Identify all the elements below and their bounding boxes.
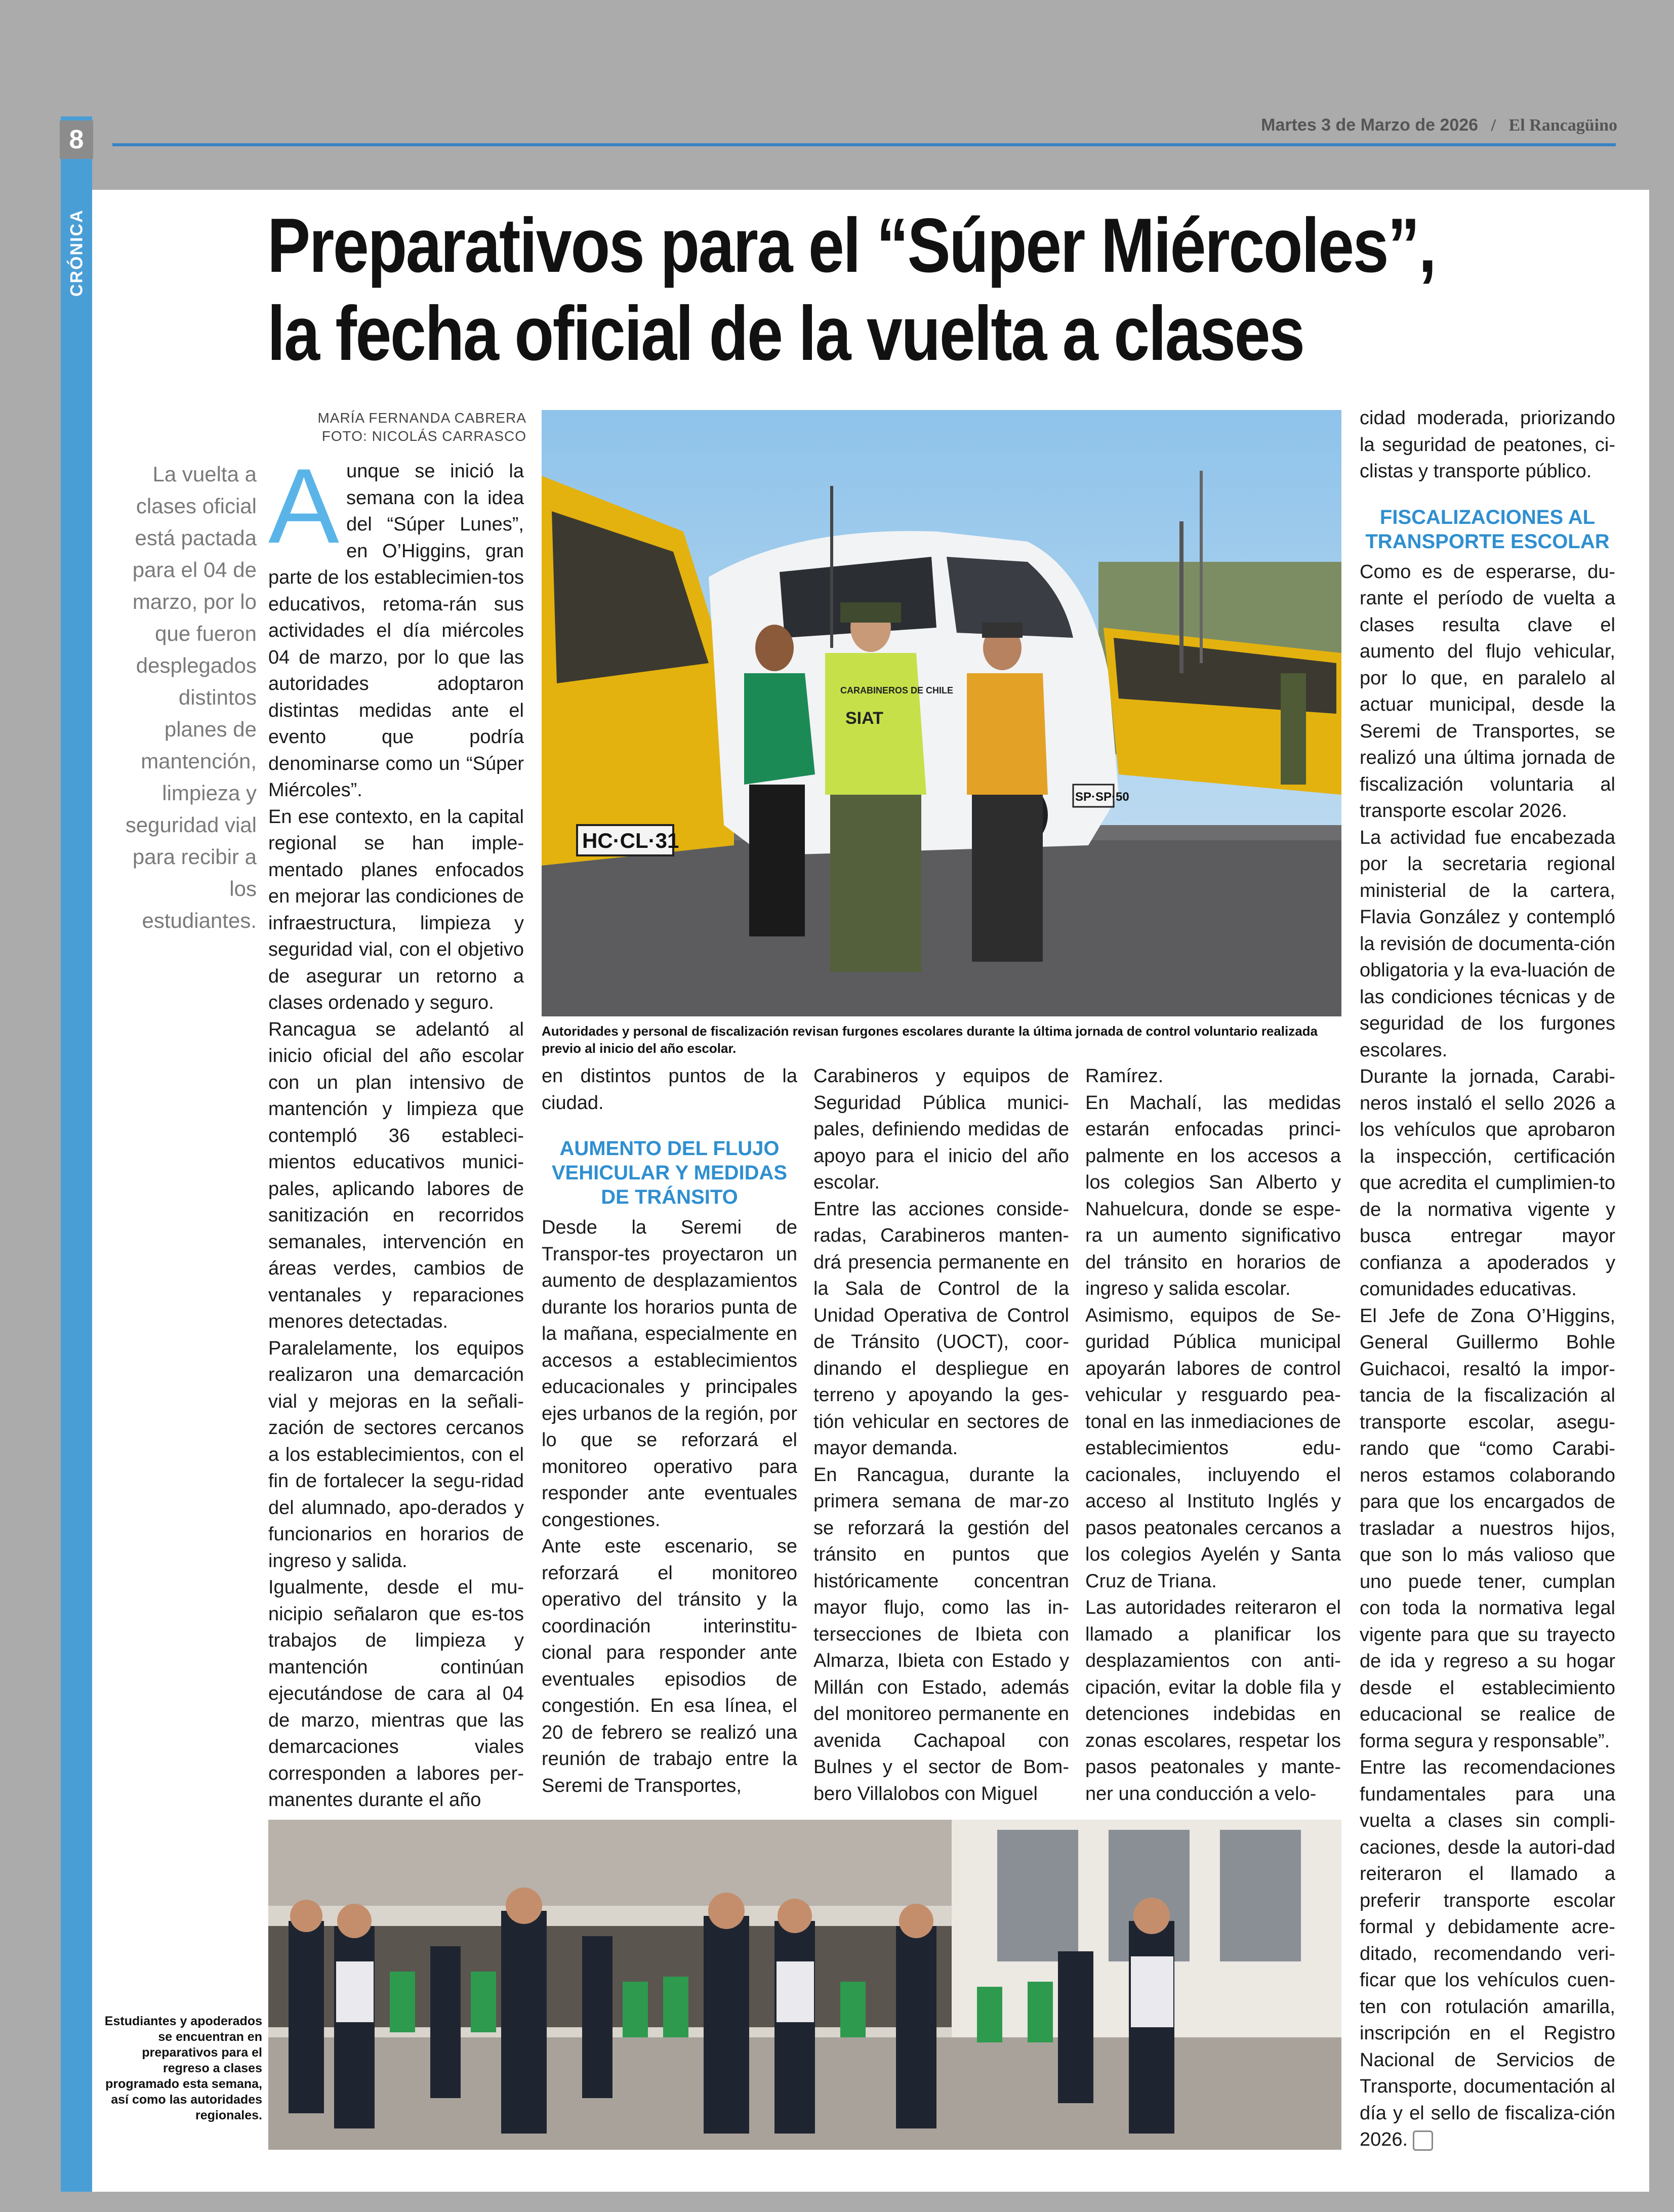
vest-label-top: CARABINEROS DE CHILE bbox=[840, 685, 954, 695]
photo-caption-1: Autoridades y personal de fiscalización revisan furgones escolares durante la última jornada de control voluntario realizada previo al inicio del año escolar. bbox=[542, 1023, 1318, 1056]
header-separator: / bbox=[1491, 116, 1496, 135]
paragraph: Asimismo, equipos de Se-guridad Pública municipal apoyarán labores de control vehicular y resguardo pea-tonal en las inmediaciones de establecimientos edu-cacionales, incluyendo el acceso al Instituto Inglés y pasos peatonales cercanos a los colegios Ayelén y Santa Cruz de Triana. bbox=[1085, 1304, 1341, 1592]
issue-date: Martes 3 de Marzo de 2026 bbox=[1261, 115, 1479, 135]
paragraph: unque se inició la semana con la idea del “Súper Lunes”, en O’Higgins, gran parte de los establecimien-tos educativos, retoma-rán sus actividades el día miércoles 04 de marzo, por lo que las autoridades adoptaron distintas medidas ante el evento que podría denominarse como un “Súper Miércoles”. bbox=[268, 461, 524, 801]
paragraph: En Machalí, las medidas estarán enfocadas princi-palmente en los accesos a los colegios San Alberto y Nahuelcura, donde se espe-ra un aumento significativo del tránsito en horarios de ingreso y salida escolar. bbox=[1085, 1092, 1341, 1299]
paragraph: En Rancagua, durante la primera semana de mar-zo se reforzará la gestión del tránsito en puntos que históricamente concentran mayor flujo, como las in-tersecciones de Ibieta con Almarza, Ibieta con Estado y Millán con Estado, además del monitoreo permanente en avenida Cachapoal con Bulnes y el sector de Bom-bero Villalobos con Miguel bbox=[813, 1464, 1069, 1805]
vest-label: SIAT bbox=[845, 709, 883, 728]
paragraph: Ante este escenario, se reforzará el monitoreo operativo del tránsito y la coordinación interinstitu-cional para responder ante eventuales episodios de congestión. En esa línea, el 20 de febrero se realizó una reunión de trabajo entre la Seremi de Transportes, bbox=[542, 1536, 797, 1796]
paragraph: cidad moderada, priorizando la seguridad de peatones, ci-clistas y transporte público. bbox=[1360, 407, 1615, 482]
paragraph: Las autoridades reiteraron el llamado a planificar los desplazamientos con anti-cipación, evitar la doble fila y detenciones indebidas en zonas escolares, respetar los pasos peatonales y mante-ner una conducción a velo- bbox=[1085, 1597, 1341, 1805]
paragraph: En ese contexto, en la capital regional se han imple-mentado planes enfocados en mejorar las condiciones de infraestructura, limpieza y seguridad vial, con el objetivo de asegurar un retorno a clases ordenado y seguro. bbox=[268, 806, 524, 1013]
article-column-4 bbox=[1085, 1063, 1341, 1807]
end-mark-icon bbox=[1413, 2131, 1433, 2151]
byline-author: MARÍA FERNANDA CABRERA bbox=[317, 410, 526, 426]
paragraph: El Jefe de Zona O’Higgins, General Guillermo Bohle Guichacoi, resaltó la impor-tancia de la fiscalización al transporte escolar, asegu-rando que “como Carabi-neros estamos colaborando para que los encargados de trasladar a nuestros hijos, que son lo más valioso que uno puede tener, cumplan con toda la normativa legal vigente para que su trayecto de ida y regreso a su hogar desde el establecimiento educacional se realice de forma segura y responsable”. bbox=[1360, 1305, 1615, 1752]
publication-name: El Rancagüino bbox=[1508, 116, 1617, 135]
plate-text: HC·CL·31 bbox=[582, 829, 679, 852]
paragraph: Desde la Seremi de Transpor-tes proyectaron un aumento de desplazamientos durante los horarios punta de la mañana, especialmente en accesos a establecimientos educacionales y principales ejes urbanos de la región, por lo que se reforzará el monitoreo operativo para responder ante eventuales congestiones. bbox=[542, 1217, 797, 1531]
drop-cap: A bbox=[268, 446, 340, 565]
article-column-2 bbox=[542, 1063, 797, 1799]
paragraph: en distintos puntos de la ciudad. bbox=[542, 1066, 797, 1114]
paragraph: Entre las acciones conside-radas, Carabineros manten-drá presencia permanente en la Sala de Control de la Unidad Operativa de Control de Tránsito (UOCT), coor-dinando el despliegue en terreno y apoyando la ges-tión vehicular en sectores de mayor demanda. bbox=[813, 1198, 1069, 1459]
pull-quote: La vuelta a clases oficial está pactada para el 04 de marzo, por lo que fueron desplegados distintos planes de mantención, limpieza y seguridad vial para recibir a los estudiantes. bbox=[125, 462, 257, 932]
section-sidebar-bar bbox=[61, 116, 92, 2192]
byline-photo-credit: FOTO: NICOLÁS CARRASCO bbox=[321, 428, 526, 444]
paragraph: Paralelamente, los equipos realizaron una demarcación vial y mejoras en la señali-zación de sectores cercanos a los establecimientos, con el fin de fortalecer la segu-ridad del alumnado, apo-derados y funcionarios en horarios de ingreso y salida. bbox=[268, 1337, 524, 1572]
headline bbox=[267, 201, 1436, 378]
photo-caption-2: Estudiantes y apoderados se encuentran en preparativos para el regreso a clases programado esta semana, así como las autoridades regionales. bbox=[104, 2014, 262, 2122]
article-column-3 bbox=[813, 1063, 1069, 1807]
header-rule bbox=[112, 143, 1616, 146]
header-info bbox=[1261, 115, 1617, 135]
article-column-1 bbox=[268, 446, 524, 1814]
paragraph-last bbox=[1360, 1754, 1615, 2153]
photo-school-buses-inspection bbox=[542, 410, 1341, 1016]
photo-students-school-return bbox=[268, 1820, 1341, 2150]
photo-illustration-2 bbox=[268, 1820, 1341, 2150]
paragraph: Entre las recomendaciones fundamentales para una vuelta a clases sin compli-caciones, desde la autori-dad reiteraron el llamado a preferir transporte escolar formal y debidamente acre-ditado, recomendando veri-ficar que los vehículos cuen-ten con rotulación amarilla, inscripción en el Registro Nacional de Servicios de Transporte, documentación al día y el sello de fiscaliza-ción 2026. bbox=[1360, 1757, 1615, 2150]
article-column-5 bbox=[1360, 405, 1615, 2153]
paragraph: Carabineros y equipos de Seguridad Pública munici-pales, definiendo medidas de apoyo para el inicio del año escolar. bbox=[813, 1066, 1069, 1193]
paragraph: Como es de esperarse, du-rante el período de vuelta a clases resulta clave el aumento del flujo vehicular, por lo que, en paralelo al actuar municipal, desde la Seremi de Transportes, se realizó una última jornada de fiscalización voluntaria al transporte escolar 2026. bbox=[1360, 561, 1615, 822]
headline-line-1: Preparativos para el “Súper Miércoles”, bbox=[267, 202, 1436, 289]
headline-line-2: la fecha oficial de la vuelta a clases bbox=[267, 291, 1304, 377]
paragraph: Durante la jornada, Carabi-neros instaló el sello 2026 a los vehículos que aprobaron la inspección, certificación que acredita el cumplimien-to de la normativa vigente y busca entregar mayor confianza a apoderados y comunidades educativas. bbox=[1360, 1066, 1615, 1300]
paragraph: Rancagua se adelantó al inicio oficial del año escolar con un plan intensivo de mantención y limpieza que contempló 36 estableci-mientos educativos munici-pales, aplicando labores de sanitización en recorridos semanales, intervención en áreas verdes, cambios de ventanales y reparaciones menores detectadas. bbox=[268, 1018, 524, 1332]
plate-text-2: SP·SP·50 bbox=[1075, 790, 1129, 804]
byline bbox=[283, 409, 526, 445]
page-number: 8 bbox=[60, 120, 93, 159]
section-label: CRÓNICA bbox=[67, 209, 87, 297]
paragraph: La actividad fue encabezada por la secretaria regional ministerial de la cartera, Flavia González y contempló la revisión de documenta-ción obligatoria y la eva-luación de las condiciones técnicas y de seguridad de los furgones escolares. bbox=[1360, 827, 1615, 1061]
subheading-traffic: AUMENTO DEL FLUJO VEHICULAR Y MEDIDAS DE TRÁNSITO bbox=[551, 1137, 788, 1208]
subheading-inspections: FISCALIZACIONES AL TRANSPORTE ESCOLAR bbox=[1365, 506, 1610, 553]
paragraph: Ramírez. bbox=[1085, 1066, 1164, 1087]
paragraph: Igualmente, desde el mu-nicipio señalaron que es-tos trabajos de limpieza y mantención continúan ejecutándose de cara al 04 de marzo, mientras que las demarcaciones viales corresponden a labores per-manentes durante el año bbox=[268, 1577, 524, 1811]
photo-illustration bbox=[542, 410, 1341, 1016]
